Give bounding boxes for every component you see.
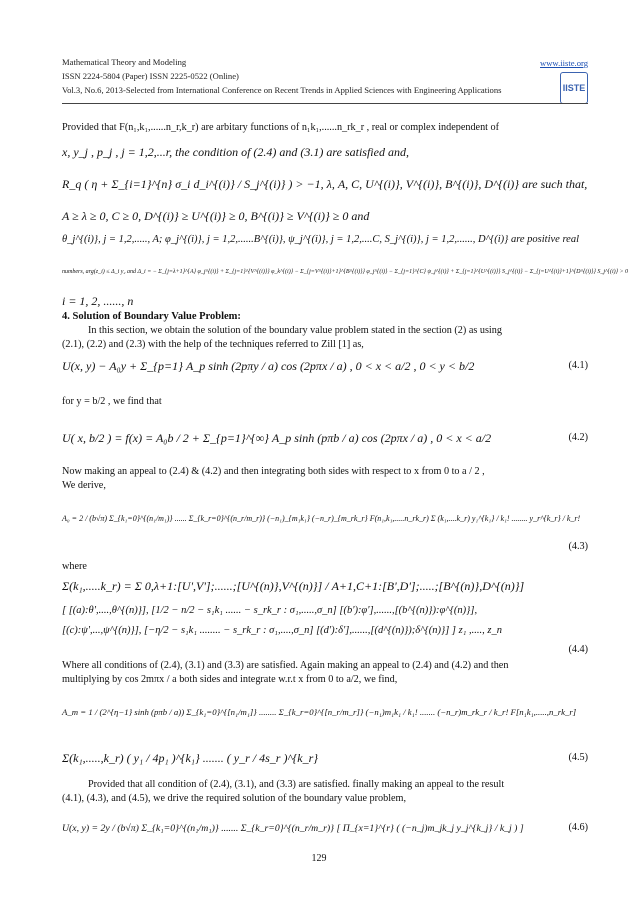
- journal-issn: ISSN 2224-5804 (Paper) ISSN 2225-0522 (Online): [62, 71, 239, 81]
- equation-delta: numbers, arg(z_i) ≤ Δ_i y₂ and Δ_i = − Σ_{j=λ+1}^{A} φ_j^{(i)} + Σ_{j=1}^{V^{(i)}} φ_k^{(i)} − Σ_{j=V^{(i)}+1}^{B^{(i)}} φ_j^{(i)} − Σ_{j=1}^{C} ψ_j^{(i)} + Σ_{j=1}^{U^{(i)}} S_j^{(i)} − Σ_{j=U^{(i)}+1}^{D^{(i)}} S_j^{(i)} > 0: [62, 269, 629, 275]
- equation-condition-r: R_q ( η + Σ_{i=1}^{n} σ_i d_i^{(i)} / S_j^{(i)} ) > −1, λ, A, C, U^{(i)}, V^{(i)}, B^{(i)}, D^{(i)} are such that,: [62, 177, 588, 191]
- equation-4-2: U( x, b/2 ) = f(x) = A₀b / 2 + Σ_{p=1}^{∞} A_p sinh (pπb / a) cos (2pπx / a) , 0 < x < a/2: [62, 431, 492, 445]
- text-line-2: x, y_j , p_j , j = 1,2,...r, the condition of (2.4) and (3.1) are satisfied and,: [62, 145, 409, 159]
- equation-number-4-2: (4.2): [568, 432, 588, 443]
- journal-volume: Vol.3, No.6, 2013-Selected from International Conference on Recent Trends in Applied Sciences with Engineering Applications: [62, 85, 502, 95]
- paragraph-1b: (2.1), (2.2) and (2.3) with the help of the techniques referred to Zill [1] as,: [62, 339, 364, 350]
- text-line-1: Provided that F(n₁,k₁,......n_r,k_r) are arbitary functions of n₁k₁,......n_rk_r , real or complex independent of: [62, 122, 500, 133]
- for-y-text: for y = b/2 , we find that: [62, 396, 162, 407]
- index-range: i = 1, 2, ......, n: [62, 294, 134, 308]
- equation-number-4-4: (4.4): [568, 644, 588, 655]
- equation-number-4-1: (4.1): [568, 360, 588, 371]
- equation-kernel-sum: Σ(k₁,.....k_r) = Σ 0,λ+1:[U',V'];......;[U^{(n)},V^{(n)}] / A+1,C+1:[B',D'];.....;[B^{(n)},D^{(n)}]: [62, 579, 525, 593]
- paragraph-2: Now making an appeal to (2.4) & (4.2) and then integrating both sides with respect to x from 0 to a / 2 ,: [62, 466, 485, 477]
- equation-kernel-row-1: [ [(a):θ',....,θ^{(n)}], [1/2 − n/2 − s₁k₁ ...... − s_rk_r : σ₁,.....,σ_n] [(b'):φ'],......,[(b^{(n)}):φ^{(n)}],: [62, 605, 478, 616]
- equation-4-1: U(x, y) − A₀y + Σ_{p=1} A_p sinh (2pπy / a) cos (2pπx / a) , 0 < x < a/2 , 0 < y < b/2: [62, 359, 475, 373]
- equation-kernel-row-2: [(c):ψ',...,ψ^{(n)}], [−η/2 − s₁k₁ ........ − s_rk_r : σ₁,....,σ_n] [(d'):δ'],......,[(d^{(n)});δ^{(n)}] ] z₁ ,...., z_n: [62, 625, 502, 636]
- equation-number-4-6: (4.6): [568, 822, 588, 833]
- equation-positive-reals: θ_j^{(i)}, j = 1,2,....., A; φ_j^{(i)}, j = 1,2,......B^{(i)}, ψ_j^{(i)}, j = 1,2,....C, S_j^{(i)}, j = 1,2,......, D^{(i)} are positive real: [62, 234, 579, 245]
- equation-number-4-5: (4.5): [568, 752, 588, 763]
- page-number: 129: [311, 853, 327, 864]
- header-divider: [62, 103, 588, 104]
- journal-url-link[interactable]: www.iiste.org: [540, 58, 588, 68]
- equation-inequalities: A ≥ λ ≥ 0, C ≥ 0, D^{(i)} ≥ U^{(i)} ≥ 0, B^{(i)} ≥ V^{(i)} ≥ 0 and: [62, 209, 370, 223]
- equation-4-5a: A_m = 1 / (2^{η−1} sinh (pπb / a)) Σ_{k₁=0}^{[n₁/m₁]} ........ Σ_{k_r=0}^{[n_r/m_r]} (−n₁)m₁k₁ / k₁! ....... (−n_r)m_rk_r / k_r! F[n₁k₁,.....,n_rk_r]: [62, 707, 577, 717]
- paragraph-4a: Provided that all condition of (2.4), (3.1), and (3.3) are satisfied. finally making an appeal to the result: [88, 779, 505, 790]
- equation-4-6: U(x, y) = 2y / (b√π) Σ_{k₁=0}^{(n₁/m₁)} ....... Σ_{k_r=0}^{(n_r/m_r)} [ Π_{x=1}^{r} ( (−n_j)m_jk_j y_j^{k_j} / k_j ) ]: [62, 823, 524, 834]
- paragraph-4b: (4.1), (4.3), and (4.5), we drive the required solution of the boundary value problem,: [62, 793, 407, 804]
- section-heading: 4. Solution of Boundary Value Problem:: [62, 311, 241, 322]
- iiste-logo: IISTE: [560, 72, 588, 104]
- we-derive-text: We derive,: [62, 480, 106, 491]
- equation-4-5b: Σ(k₁,.....,k_r) ( y₁ / 4p₁ )^{k₁} ....... ( y_r / 4s_r )^{k_r}: [62, 751, 319, 765]
- paragraph-3b: multiplying by cos 2mπx / a both sides and integrate w.r.t x from 0 to a/2, we find,: [62, 674, 398, 685]
- paragraph-3a: Where all conditions of (2.4), (3.1) and (3.3) are satisfied. Again making an appeal to (2.4) and (4.2) and then: [62, 660, 509, 671]
- equation-4-3: A₀ = 2 / (b√π) Σ_{k₁=0}^{(n₁/m₁)} ...... Σ_{k_r=0}^{(n_r/m_r)} (−n₁)_{m₁k₁} (−n_r)_{m_rk_r} F(n₁,k₁,.....n_rk_r) Σ (k₁,....k_r) y₁^{k₁} / k₁! ........ y_r^{k_r} / k_r!: [62, 514, 581, 523]
- equation-number-4-3: (4.3): [568, 541, 588, 552]
- where-text: where: [62, 561, 87, 572]
- paragraph-1a: In this section, we obtain the solution of the boundary value problem stated in the section (2) as using: [88, 325, 502, 336]
- journal-title: Mathematical Theory and Modeling: [62, 57, 187, 67]
